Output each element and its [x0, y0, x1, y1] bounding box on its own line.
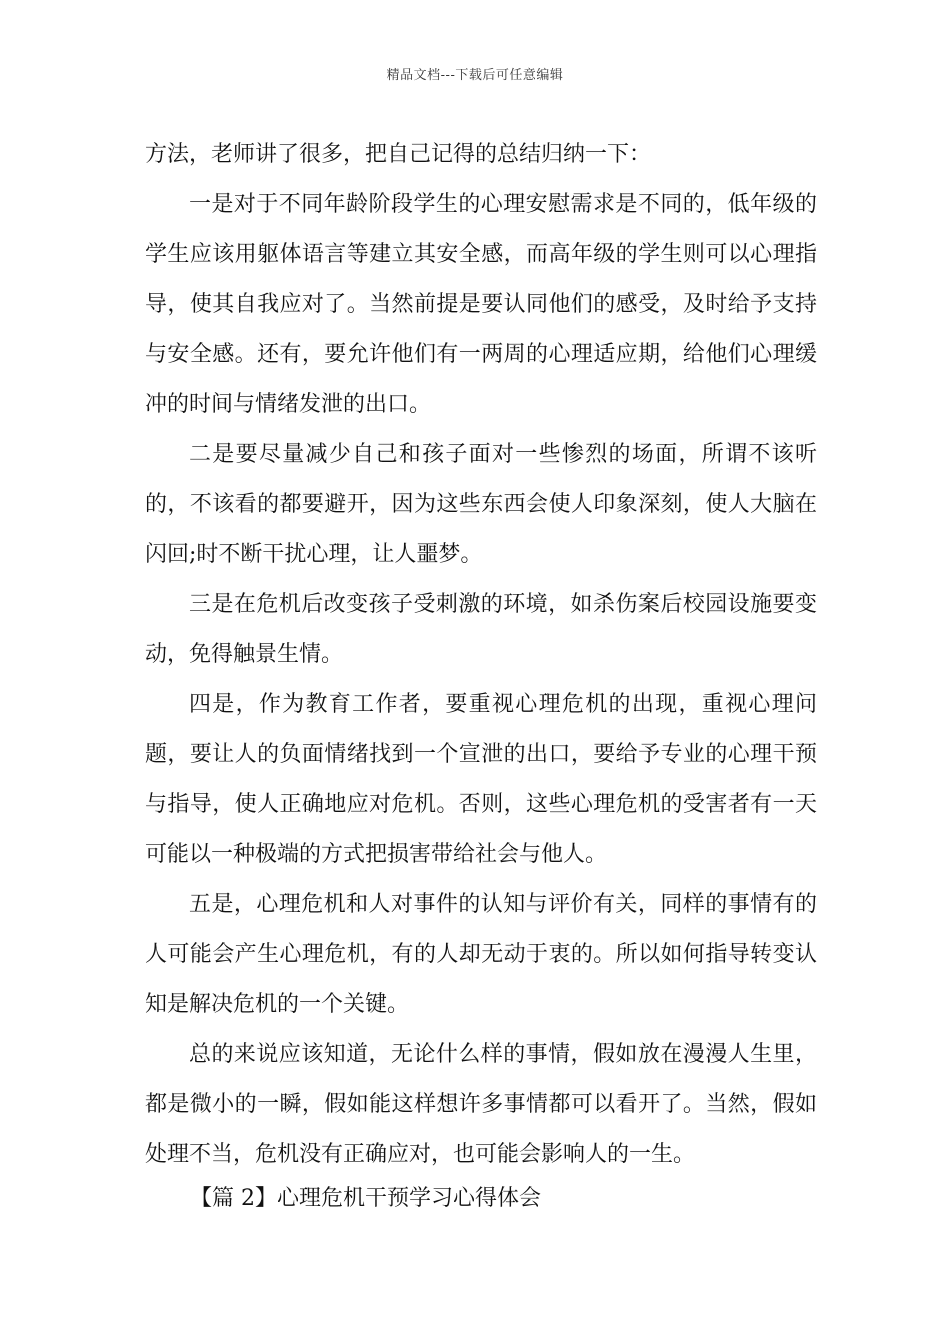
paragraph-point-1: 一是对于不同年龄阶段学生的心理安慰需求是不同的，低年级的学生应该用躯体语言等建立其安全感，而高年级的学生则可以心理指导，使其自我应对了。当然前提是要认同他们的感受，及时给予支持与安全感。还有，要允许他们有一两周的心理适应期，给他们心理缓冲的时间与情绪发泄的出口。 — [145, 192, 817, 417]
page-header: 精品文档---下载后可任意编辑 — [386, 68, 564, 83]
document-body — [145, 130, 817, 1180]
paragraph-point-2: 二是要尽量减少自己和孩子面对一些惨烈的场面，所谓不该听的，不该看的都要避开，因为这些东西会使人印象深刻，使人大脑在闪回;时不断干扰心理，让人噩梦。 — [145, 442, 817, 567]
paragraph-continuation: 方法，老师讲了很多，把自己记得的总结归纳一下： — [145, 142, 652, 167]
paragraph-point-4: 四是，作为教育工作者，要重视心理危机的出现，重视心理问题，要让人的负面情绪找到一个宣泄的出口，要给予专业的心理干预与指导，使人正确地应对危机。否则，这些心理危机的受害者有一天可能以一种极端的方式把损害带给社会与他人。 — [145, 692, 817, 867]
paragraph-point-5: 五是，心理危机和人对事件的认知与评价有关，同样的事情有的人可能会产生心理危机，有的人却无动于衷的。所以如何指导转变认知是解决危机的一个关键。 — [145, 892, 817, 1017]
paragraph-point-3: 三是在危机后改变孩子受刺激的环境，如杀伤案后校园设施要变动，免得触景生情。 — [145, 592, 817, 667]
section-title: 【篇 2】心理危机干预学习心得体会 — [190, 1186, 541, 1211]
paragraph-summary: 总的来说应该知道，无论什么样的事情，假如放在漫漫人生里，都是微小的一瞬，假如能这样想许多事情都可以看开了。当然，假如处理不当，危机没有正确应对，也可能会影响人的一生。 — [145, 1042, 817, 1167]
